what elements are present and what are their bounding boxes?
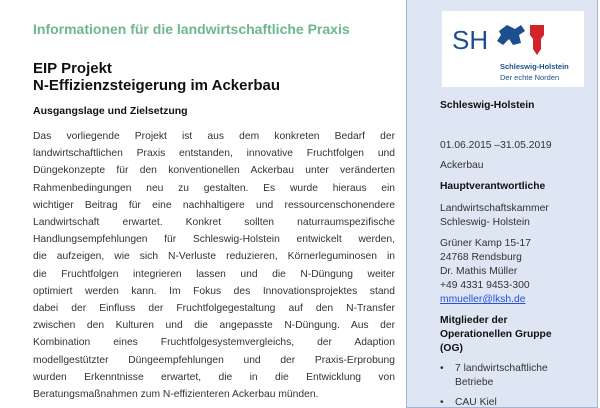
member-1-line-2: Betriebe — [455, 377, 494, 388]
org-line-2: Schleswig- Holstein — [440, 217, 530, 228]
member-2-line-1: CAU Kiel — [455, 397, 497, 408]
email-link[interactable]: mmueller@lksh.de — [440, 294, 526, 305]
body-line: wichtiger Beitrag für eine nachhaltigere und ressourcenschonendere — [33, 199, 395, 211]
contact-person: Dr. Mathis Müller — [440, 266, 518, 277]
members-heading-3: (OG) — [440, 343, 463, 354]
body-line: Rahmenbedingungen neu zu gestalten. Es wurde hieraus ein — [33, 182, 395, 194]
section-heading: Ausgangslage und Zielsetzung — [33, 105, 188, 117]
bullet-icon: • — [440, 363, 444, 374]
lead-heading: Hauptverantwortliche — [440, 181, 546, 192]
phone: +49 4331 9453-300 — [440, 280, 530, 291]
body-line: optimiert werden kann. Im Fokus des Innovationsprojektes stand — [33, 285, 395, 297]
street: Grüner Kamp 15-17 — [440, 238, 532, 249]
body-line: Beratungsmaßnahmen zum N-effizienteren Ackerbau münden. — [33, 389, 319, 401]
city: 24768 Rendsburg — [440, 252, 522, 263]
sh-logo-icon — [442, 11, 584, 87]
title-line-1: EIP Projekt — [33, 60, 112, 77]
svg-text:Schleswig-Holstein: Schleswig-Holstein — [500, 62, 569, 71]
body-line: landwirtschaftlichen Praxis entstanden, innovative Fruchtfolgen und — [33, 148, 395, 160]
bullet-icon: • — [440, 397, 444, 408]
member-1-line-1: 7 landwirtschaftliche — [455, 363, 548, 374]
body-line: Das vorliegende Projekt ist aus dem konkreten Bedarf der — [33, 131, 395, 142]
body-text — [33, 128, 395, 403]
kicker-heading: Informationen für die landwirtschaftliche Praxis — [33, 21, 350, 37]
sidebar-panel — [406, 0, 598, 408]
svg-text:Der echte Norden: Der echte Norden — [500, 73, 560, 82]
members-heading-2: Operationellen Gruppe — [440, 329, 552, 340]
svg-text:SH: SH — [452, 25, 489, 55]
body-line: modellgestützter Düngeempfehlungen und der Praxis-Erprobung — [33, 354, 395, 366]
project-topic: Ackerbau — [440, 160, 484, 171]
region-label: Schleswig-Holstein — [440, 100, 535, 111]
body-line: die aufzeigen, wie sich N-Verluste reduzieren, Körnerleguminosen in — [33, 251, 395, 263]
body-line: dabei der Einfluss der Fruchtfolgegestaltung auf den N-Transfer — [33, 303, 395, 315]
project-period: 01.06.2015 –31.05.2019 — [440, 140, 552, 151]
org-line-1: Landwirtschaftskammer — [440, 203, 549, 214]
body-line: Düngekonzepte für den konventionellen Ackerbau unter veränderten — [33, 165, 395, 177]
body-line: Handlungsempfehlungen für Schleswig-Holstein entwickelt werden, — [33, 234, 395, 246]
title-line-2: N-Effizienzsteigerung im Ackerbau — [33, 77, 280, 94]
body-line: wurden Erkenntnisse erwartet, die in die Entwicklung von — [33, 371, 395, 383]
body-line: Kombination eines Fruchtfolgesystemvergleichs, der Adaption — [33, 337, 395, 349]
members-heading-1: Mitglieder der — [440, 315, 508, 326]
body-line: zwischen den Kulturen und die angepasste N-Düngung. Aus der — [33, 320, 395, 332]
body-line: die Fruchtfolgen integrieren lassen und die N-Düngung weiter — [33, 268, 395, 280]
sh-logo — [442, 11, 584, 87]
body-line: Landwirtschaft erwartet. Konkret sollten naturraumspezifische — [33, 217, 395, 229]
